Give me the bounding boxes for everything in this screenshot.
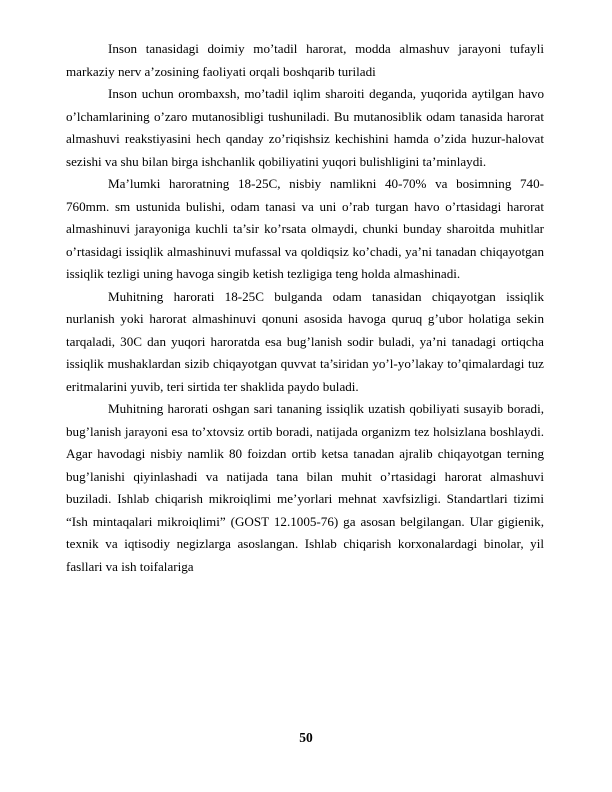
page-number: 50: [299, 730, 313, 745]
paragraph-5: Muhitning harorati oshgan sari tananing issiqlik uzatish qobiliyati susayib boradi, bug’lanish jarayoni esa to’xtovsiz ortib boradi, natijada organizm tez holsizlana boshlaydi. Agar havodagi nisbiy namlik 80 foizdan ortib ketsa tanadan ajralib chiqayotgan terning bug’lanishi qiyinlashadi va natijada tana bilan muhit o’rtasidagi harorat almashuvi buziladi. Ishlab chiqarish mikroiqlimi me’yorlari mehnat xavfsizligi. Standartlari tizimi “Ish mintaqalari mikroiqlimi” (GOST 12.1005-76) ga asosan belgilangan. Ular gigienik, texnik va iqtisodiy negizlarga asoslangan. Ishlab chiqarish korxonalardagi binolar, yil fasllari va ish toifalariga: [66, 401, 544, 574]
paragraph-3: Ma’lumki haroratning 18-25C, nisbiy namlikni 40-70% va bosimning 740-760mm. sm ustunida bulishi, odam tanasi va uni o’rab turgan havo o’rtasidagi harorat almashinuvi jarayoniga kuchli ta’sir ko’rsata olmaydi, chunki bunday sharoitda muhitlar o’rtasidagi issiqlik almashinuvi mufassal va qoldiqsiz ko’chadi, ya’ni tanadan chiqayotgan issiqlik tezligi uning havoga singib ketish tezligiga teng holda almashinadi.: [66, 176, 544, 281]
paragraph-2: Inson uchun orombaxsh, mo’tadil iqlim sharoiti deganda, yuqorida aytilgan havo o’lchamlarining o’zaro mutanosibligi tushuniladi. Bu mutanosiblik odam tanasida harorat almashuvi reakstiyasini hech qanday zo’riqishsiz kechishini hamda o’zida huzur-halovat sezishi va shu bilan birga ishchanlik qobiliyatini yuqori bulishligini ta’minlaydi.: [66, 86, 544, 169]
document-page: [66, 38, 544, 578]
paragraph-4: Muhitning harorati 18-25C bulganda odam tanasidan chiqayotgan issiqlik nurlanish yoki harorat almashinuvi qonuni asosida havoga quruq g’ubor holatiga sekin tarqaladi, 30C dan yuqori haroratda esa bug’lanish sodir buladi, ya’ni tanadagi ortiqcha issiqlik mushaklardan sizib chiqayotgan quvvat ta’siridan yo’l-yo’lakay to’qimalardagi tuz eritmalarini yuvib, teri sirtida ter shaklida paydo buladi.: [66, 288, 544, 394]
paragraph-1: Inson tanasidagi doimiy mo’tadil harorat, modda almashuv jarayoni tufayli markaziy nerv a’zosining faoliyati orqali boshqarib turiladi: [66, 41, 544, 79]
